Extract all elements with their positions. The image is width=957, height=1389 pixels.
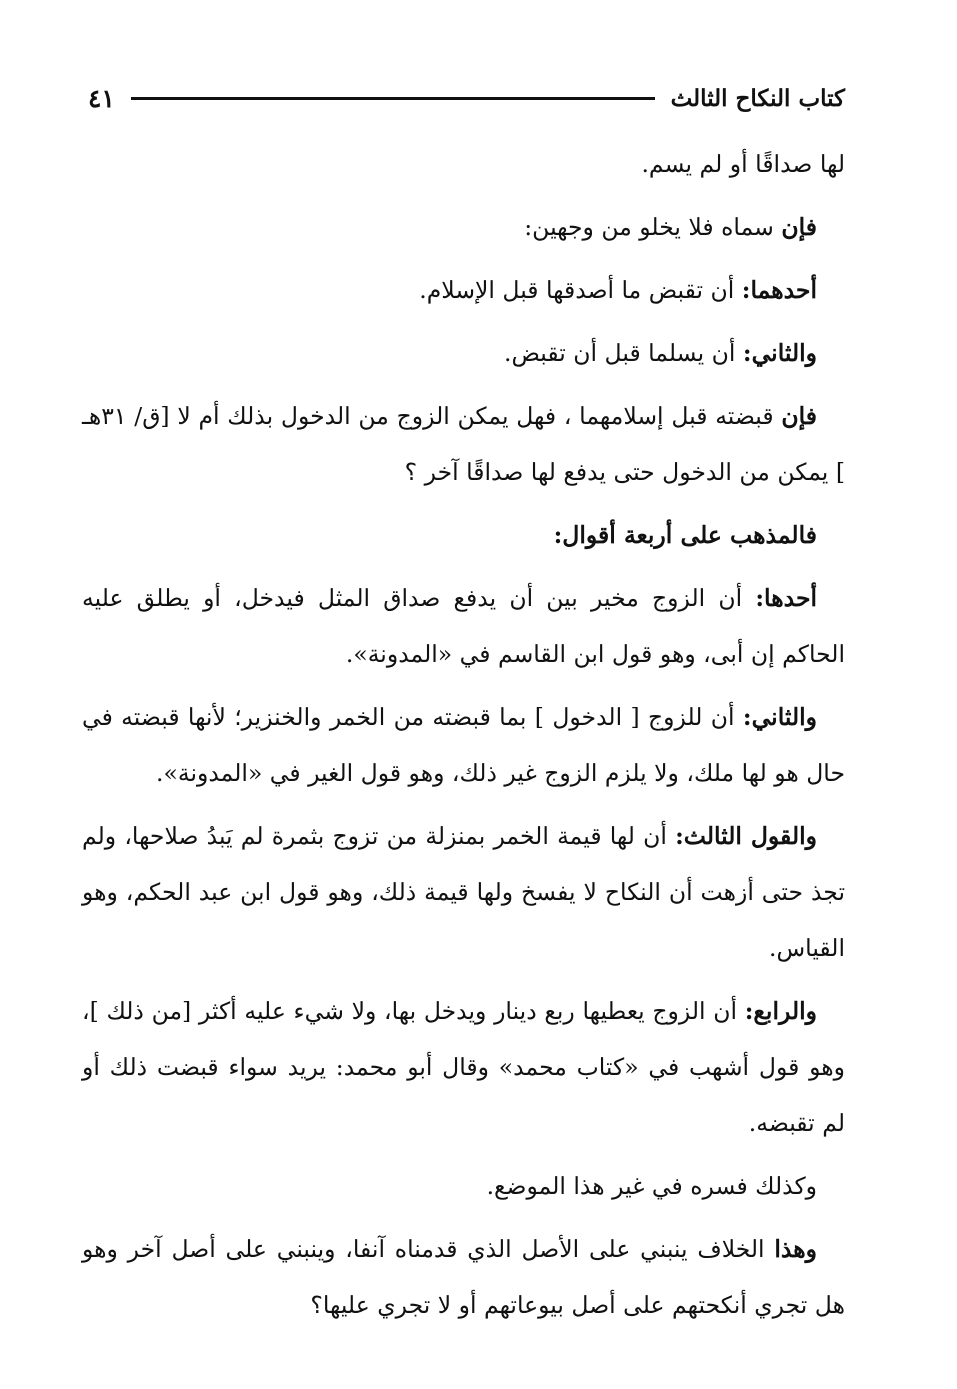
paragraph-text: الخلاف ينبني على الأصل الذي قدمناه آنفا، وينبني على أصل آخر وهو هل تجري أنكحتهم على أصل بيوعاتهم أو لا تجري عليها؟ bbox=[82, 1235, 845, 1319]
paragraph bbox=[82, 388, 845, 500]
body-text bbox=[82, 136, 845, 1340]
paragraph-lead: فالمذهب على أربعة أقوال: bbox=[553, 521, 817, 549]
paragraph bbox=[82, 1158, 845, 1214]
page-header bbox=[88, 76, 845, 120]
paragraph-text: أن الزوج يعطيها ربع دينار ويدخل بها، ولا شيء عليه أكثر [من ذلك ]، وهو قول أشهب في «كتاب محمد» وقال أبو محمد: يريد سواء قبضت ذلك أو لم تقبضه. bbox=[82, 997, 845, 1137]
paragraph-lead: والثاني: bbox=[742, 339, 817, 367]
paragraph-text: قبضته قبل إسلامهما ، فهل يمكن الزوج من الدخول بذلك أم لا [ق/ ٣١هـ ] يمكن من الدخول حتى يدفع لها صداقًا آخر ؟ bbox=[82, 402, 845, 486]
header-rule bbox=[131, 97, 655, 100]
paragraph-lead: والرابع: bbox=[744, 997, 817, 1025]
paragraph-text: أن تقبض ما أصدقها قبل الإسلام. bbox=[419, 276, 742, 304]
paragraph-text: سماه فلا يخلو من وجهين: bbox=[524, 213, 782, 241]
paragraph-lead: فإن bbox=[781, 213, 817, 241]
paragraph bbox=[82, 1221, 845, 1333]
paragraph bbox=[82, 262, 845, 318]
paragraph-text: أن يسلما قبل أن تقبض. bbox=[504, 339, 743, 367]
paragraph-text: أن للزوج [ الدخول ] بما قبضته من الخمر والخنزير؛ لأنها قبضته في حال هو لها ملك، ولا يلزم الزوج غير ذلك، وهو قول الغير في «المدونة». bbox=[82, 703, 845, 787]
paragraph bbox=[82, 689, 845, 801]
paragraph-text: وكذلك فسره في غير هذا الموضع. bbox=[486, 1172, 817, 1200]
paragraph bbox=[82, 136, 845, 192]
paragraph-lead: فإن bbox=[781, 402, 817, 430]
paragraph bbox=[82, 199, 845, 255]
page-number: ٤١ bbox=[88, 83, 115, 113]
paragraph-lead: والقول الثالث: bbox=[675, 822, 817, 850]
paragraph bbox=[82, 507, 845, 563]
paragraph bbox=[82, 325, 845, 381]
paragraph bbox=[82, 570, 845, 682]
paragraph-lead: وهذا bbox=[774, 1235, 817, 1263]
paragraph-lead: والثاني: bbox=[742, 703, 817, 731]
paragraph bbox=[82, 808, 845, 976]
paragraph-lead: أحدها: bbox=[755, 584, 817, 612]
paragraph-text: لها صداقًا أو لم يسم. bbox=[641, 150, 845, 178]
paragraph bbox=[82, 983, 845, 1151]
paragraph-text: أن الزوج مخير بين أن يدفع صداق المثل فيدخل، أو يطلق عليه الحاكم إن أبى، وهو قول ابن القاسم في «المدونة». bbox=[82, 584, 845, 668]
paragraph-lead: أحدهما: bbox=[741, 276, 817, 304]
paragraph-text: أن لها قيمة الخمر بمنزلة من تزوج بثمرة لم يَبدُ صلاحها، ولم تجذ حتى أزهت أن النكاح لا يفسخ ولها قيمة ذلك، وهو قول ابن عبد الحكم، وهو القياس. bbox=[82, 822, 845, 962]
running-title: كتاب النكاح الثالث bbox=[670, 84, 845, 112]
